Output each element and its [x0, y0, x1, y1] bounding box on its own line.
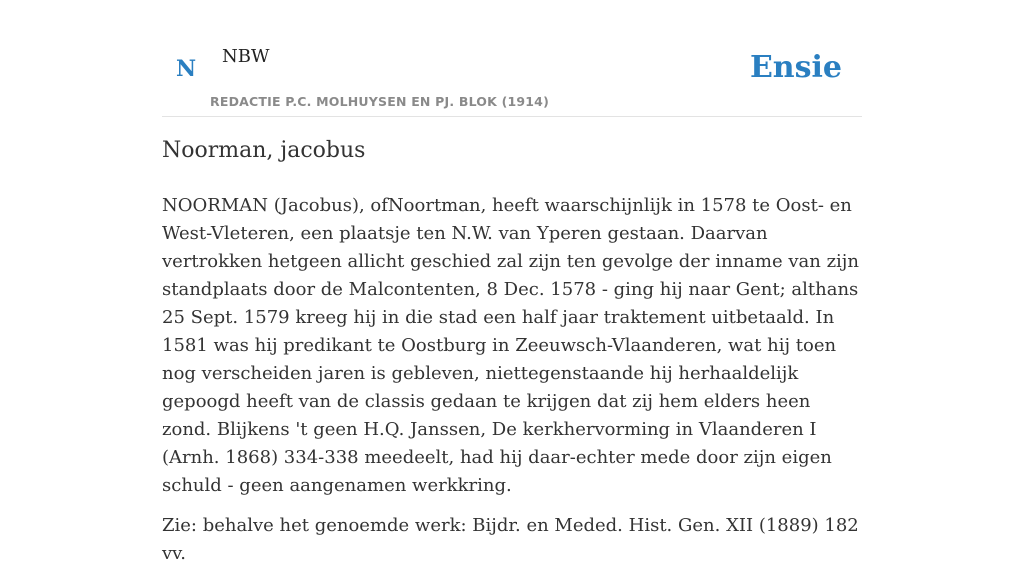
article-paragraph: Zie: behalve het genoemde werk: Bijdr. en Meded. Hist. Gen. XII (1889) 182 vv.	[162, 515, 859, 564]
source-name: NBW	[222, 46, 270, 67]
page-title: Noorman, jacobus	[162, 138, 366, 163]
article-paragraph: NOORMAN (Jacobus), ofNoortman, heeft waarschijnlijk in 1578 te Oost- en West-Vleteren, een plaatsje ten N.W. van Yperen gestaan. Daarvan vertrokken hetgeen allicht geschied zal zijn ten gevolge der inname van zijn standplaats door de Malcontenten, 8 Dec. 1578 - ging hij naar Gent; althans 25 Sept. 1579 kreeg hij in die stad een half jaar traktement uitbetaald. In 1581 was hij predikant te Oostburg in Zeeuwsch-Vlaanderen, wat hij toen nog verscheiden jaren is gebleven, niettegenstaande hij herhaaldelijk gepoogd heeft van de classis gedaan te krijgen dat zij hem elders heen zond. Blijkens 't geen H.Q. Janssen, De kerkhervorming in Vlaanderen I (Arnh. 1868) 334-338 meedeelt, had hij daar-echter mede door zijn eigen schuld - geen aangenamen werkkring.	[162, 195, 859, 496]
header	[162, 0, 862, 117]
article-body	[162, 192, 862, 580]
brand-logo-link[interactable]: Ensie	[749, 50, 842, 85]
page	[162, 0, 862, 564]
source-editors: REDACTIE P.C. MOLHUYSEN EN PJ. BLOK (1914)	[210, 94, 549, 109]
source-logo: N	[176, 56, 197, 82]
